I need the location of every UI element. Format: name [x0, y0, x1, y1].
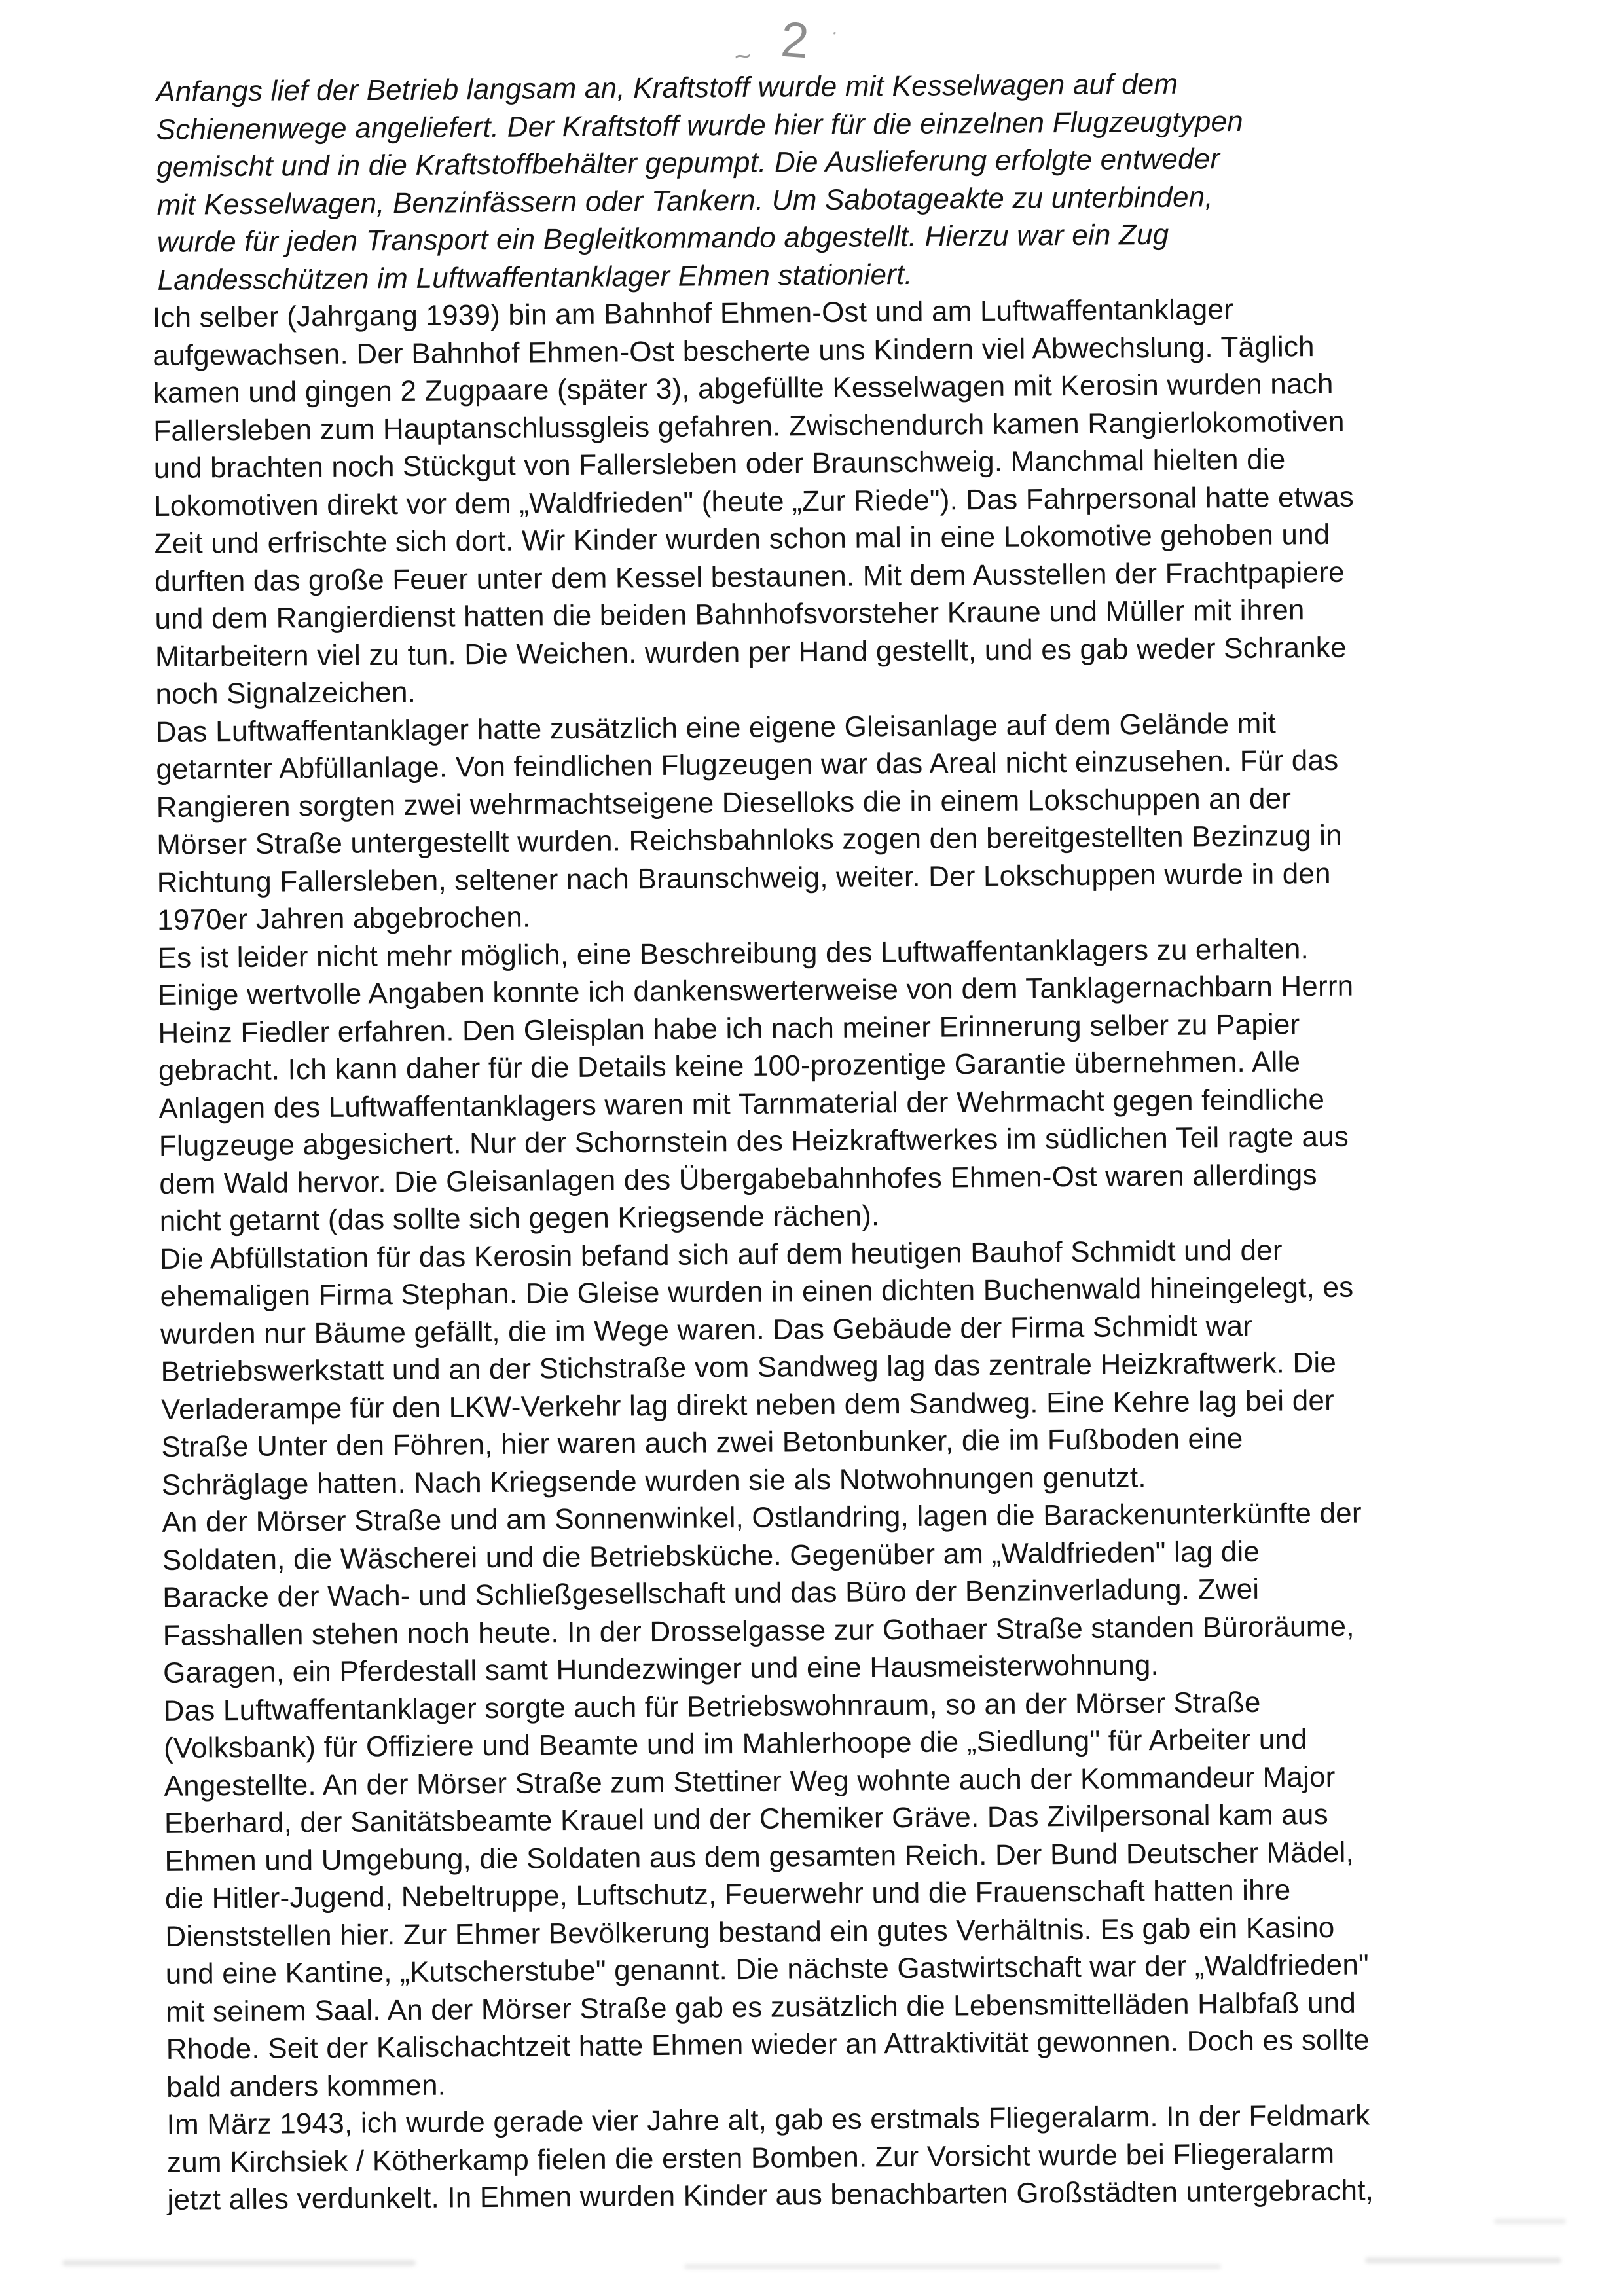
- text-line: mit seinem Saal. An der Mörser Straße gab es zusätzlich die Lebensmittelläden Halbfaß und: [166, 1986, 1357, 2028]
- text-line: Fasshallen stehen noch heute. In der Drosselgasse zur Gothaer Straße standen Büroräume,: [162, 1610, 1355, 1652]
- paragraph: [166, 2095, 1581, 2219]
- text-line: (Volksbank) für Offiziere und Beamte und im Mahlerhoope die „Siedlung" für Arbeiter und: [163, 1723, 1307, 1764]
- text-line: bald anders kommen.: [166, 2069, 447, 2104]
- paragraph: [157, 928, 1574, 1240]
- text-line: 1970er Jahren abgebrochen.: [156, 901, 531, 936]
- paragraph: [163, 1681, 1580, 2105]
- text-line: Eberhard, der Sanitätsbeamte Krauel und der Chemiker Gräve. Das Zivilpersonal kam aus: [164, 1798, 1328, 1840]
- text-line: Es ist leider nicht mehr möglich, eine Beschreibung des Luftwaffentanklagers zu erhalten.: [157, 932, 1309, 974]
- text-line: Einige wertvolle Angaben konnte ich dankenswerterweise von dem Tanklagernachbarn Herrn: [157, 970, 1354, 1011]
- scan-artifact: [1494, 2219, 1566, 2224]
- text-line: kamen und gingen 2 Zugpaare (später 3), abgefüllte Kesselwagen mit Kerosin wurden nach: [153, 367, 1334, 409]
- text-line: und eine Kantine, „Kutscherstube" genannt. Die nächste Gastwirtschaft war der „Waldfrieden": [165, 1948, 1370, 1990]
- text-line: gemischt und in die Kraftstoffbehälter gepumpt. Die Auslieferung erfolgte entweder: [156, 143, 1220, 183]
- text-line: Heinz Fiedler erfahren. Den Gleisplan habe ich nach meiner Erinnerung selber zu Papier: [158, 1008, 1300, 1049]
- text-line: Das Luftwaffentanklager sorgte auch für Betriebswohnraum, so an der Mörser Straße: [163, 1686, 1261, 1727]
- document-body: [151, 62, 1582, 2219]
- text-line: gebracht. Ich kann daher für die Details keine 100-prozentige Garantie übernehmen. Alle: [158, 1046, 1301, 1087]
- text-line: Mörser Straße untergestellt wurden. Reichsbahnloks zogen den bereitgestellten Bezinzug in: [156, 819, 1342, 861]
- page-number: 2: [779, 11, 811, 69]
- text-line: ehemaligen Firma Stephan. Die Gleise wurden in einen dichten Buchenwald hineingelegt, es: [160, 1271, 1354, 1313]
- text-line: Baracke der Wach- und Schließgesellschaft und das Büro der Benzinverladung. Zwei: [162, 1573, 1260, 1614]
- text-line: wurde für jeden Transport ein Begleitkommando abgestellt. Hierzu war ein Zug: [156, 218, 1169, 259]
- paragraph: [156, 702, 1572, 939]
- text-line: wurden nur Bäume gefällt, die im Wege waren. Das Gebäude der Firma Schmidt war: [160, 1309, 1253, 1351]
- text-line: Betriebswerkstatt und an der Stichstraße vom Sandweg lag das zentrale Heizkraftwerk. Die: [160, 1346, 1337, 1388]
- text-line: Im März 1943, ich wurde gerade vier Jahre alt, gab es erstmals Fliegeralarm. In der Feldmark: [166, 2099, 1370, 2141]
- text-line: zum Kirchsiek / Kötherkamp fielen die ersten Bomben. Zur Vorsicht wurde bei Fliegeralarm: [166, 2137, 1335, 2179]
- text-line: Soldaten, die Wäscherei und die Betriebsküche. Gegenüber am „Waldfrieden" lag die: [162, 1535, 1260, 1576]
- page-number-annotation: [732, 11, 841, 74]
- text-line: Ehmen und Umgebung, die Soldaten aus dem gesamten Reich. Der Bund Deutscher Mädel,: [164, 1836, 1355, 1878]
- scan-artifact: [1365, 2257, 1561, 2263]
- text-line: getarnter Abfüllanlage. Von feindlichen Flugzeugen war das Areal nicht einzusehen. Für das: [156, 744, 1339, 786]
- text-line: Rhode. Seit der Kalischachtzeit hatte Ehmen wieder an Attraktivität gewonnen. Doch es sollte: [166, 2024, 1370, 2066]
- text-line: Richtung Fallersleben, seltener nach Braunschweig, weiter. Der Lokschuppen wurde in den: [156, 857, 1331, 899]
- text-line: Mitarbeitern viel zu tun. Die Weichen. wurden per Hand gestellt, und es gab weder Schranke: [155, 631, 1347, 673]
- text-line: Landesschützen im Luftwaffentanklager Ehmen stationiert.: [157, 258, 913, 297]
- text-line: dem Wald hervor. Die Gleisanlagen des Übergabebahnhofes Ehmen-Ost waren allerdings: [159, 1158, 1317, 1200]
- text-line: Dienststellen hier. Zur Ehmer Bevölkerung bestand ein gutes Verhältnis. Es gab ein Kasino: [165, 1911, 1335, 1953]
- paragraph: [160, 1229, 1576, 1503]
- page-number-dash-mark: ~: [732, 39, 752, 74]
- text-line: nicht getarnt (das sollte sich gegen Kriegsende rächen).: [159, 1199, 880, 1237]
- text-line: An der Mörser Straße und am Sonnenwinkel, Ostlandring, lagen die Barackenunterkünfte der: [162, 1497, 1362, 1539]
- text-line: die Hitler-Jugend, Nebeltruppe, Luftschutz, Feuerwehr und die Frauenschaft hatten ihre: [164, 1874, 1291, 1915]
- text-line: Rangieren sorgten zwei wehrmachtseigene Dieselloks die in einem Lokschuppen an der: [156, 782, 1292, 824]
- text-line: Lokomotiven direkt vor dem „Waldfrieden" (heute „Zur Riede"). Das Fahrpersonal hatte etwas: [153, 481, 1355, 522]
- text-line: Zeit und erfrischte sich dort. Wir Kinder wurden schon mal in eine Lokomotive gehoben und: [154, 518, 1330, 560]
- text-line: Ich selber (Jahrgang 1939) bin am Bahnhof Ehmen-Ost und am Luftwaffentanklager: [152, 293, 1234, 334]
- text-line: Garagen, ein Pferdestall samt Hundezwinger und eine Hausmeisterwohnung.: [162, 1649, 1159, 1689]
- page-number-tick-mark: ·: [829, 21, 841, 44]
- text-line: und dem Rangierdienst hatten die beiden Bahnhofsvorsteher Kraune und Müller mit ihren: [155, 594, 1305, 635]
- text-line: Verladerampe für den LKW-Verkehr lag direkt neben dem Sandweg. Eine Kehre lag bei der: [160, 1384, 1335, 1426]
- text-line: Anfangs lief der Betrieb langsam an, Kraftstoff wurde mit Kesselwagen auf dem: [156, 67, 1178, 108]
- paragraph: [153, 288, 1570, 713]
- text-line: Flugzeuge abgesichert. Nur der Schornstein des Heizkraftwerkes im südlichen Teil ragte aus: [158, 1120, 1349, 1162]
- paragraph: [162, 1493, 1577, 1692]
- scan-artifact: [62, 2260, 416, 2266]
- text-line: Fallersleben zum Hauptanschlussgleis gefahren. Zwischendurch kamen Rangierlokomotiven: [153, 405, 1345, 447]
- text-line: Das Luftwaffentanklager hatte zusätzlich eine eigene Gleisanlage auf dem Gelände mit: [155, 707, 1277, 748]
- paragraph: [151, 62, 1567, 299]
- text-line: Angestellte. An der Mörser Straße zum Stettiner Weg wohnte auch der Kommandeur Major: [164, 1760, 1336, 1802]
- text-line: aufgewachsen. Der Bahnhof Ehmen-Ost bescherte uns Kindern viel Abwechslung. Täglich: [153, 330, 1315, 372]
- text-line: Straße Unter den Föhren, hier waren auch zwei Betonbunker, die im Fußboden eine: [161, 1422, 1243, 1463]
- text-line: jetzt alles verdunkelt. In Ehmen wurden Kinder aus benachbarten Großstädten untergebracht,: [167, 2174, 1374, 2216]
- text-line: mit Kesselwagen, Benzinfässern oder Tankern. Um Sabotageakte zu unterbinden,: [156, 180, 1213, 221]
- text-line: noch Signalzeichen.: [155, 676, 416, 710]
- scan-artifact: [684, 2264, 1221, 2269]
- text-line: Schienenwege angeliefert. Der Kraftstoff wurde hier für die einzelnen Flugzeugtypen: [156, 105, 1244, 146]
- text-line: durften das große Feuer unter dem Kessel bestaunen. Mit dem Ausstellen der Frachtpapiere: [154, 556, 1345, 598]
- text-line: und brachten noch Stückgut von Fallersleben oder Braunschweig. Manchmal hielten die: [153, 443, 1286, 484]
- text-line: Die Abfüllstation für das Kerosin befand sich auf dem heutigen Bauhof Schmidt und der: [160, 1233, 1283, 1275]
- text-line: Anlagen des Luftwaffentanklagers waren mit Tarnmaterial der Wehrmacht gegen feindliche: [158, 1083, 1325, 1125]
- text-line: Schräglage hatten. Nach Kriegsende wurden sie als Notwohnungen genutzt.: [161, 1461, 1146, 1501]
